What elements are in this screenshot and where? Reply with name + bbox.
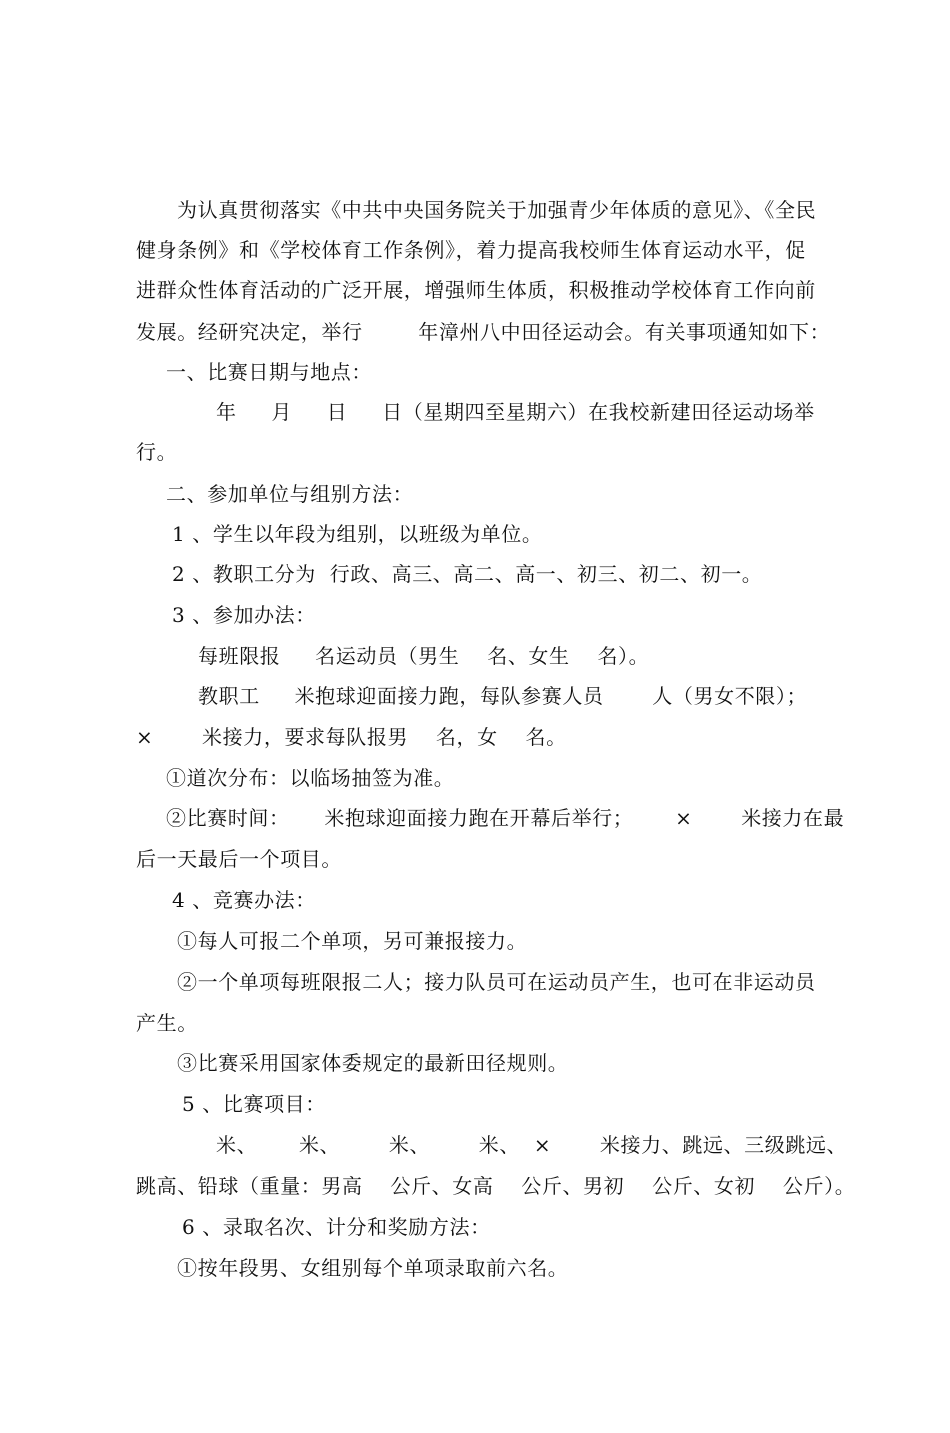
intro-line-3: 进群众性体育活动的广泛开展，增强师生体质，积极推动学校体育工作向前	[136, 278, 816, 302]
item3-line-2: 教职工 米抱球迎面接力跑，每队参赛人员 人（男女不限）；	[198, 684, 808, 708]
section1-heading: 一、比赛日期与地点：	[166, 360, 372, 384]
item3-line-3: × 米接力，要求每队报男 名，女 名。	[136, 725, 567, 749]
section2-item2: 2 、教职工分为 行政、高三、高二、高一、初三、初二、初一。	[172, 562, 763, 586]
section2-heading: 二、参加单位与组别方法：	[166, 482, 414, 506]
item3-line-5: ②比赛时间： 米抱球迎面接力跑在开幕后举行； × 米接力在最	[166, 806, 845, 830]
item3-line-4: ①道次分布：以临场抽签为准。	[166, 766, 455, 790]
item3-line-6: 后一天最后一个项目。	[136, 847, 342, 871]
section2-item4-heading: 4 、竞赛办法：	[172, 888, 316, 912]
section2-item5-heading: 5 、比赛项目：	[182, 1092, 326, 1116]
item4-line-1: ①每人可报二个单项，另可兼报接力。	[177, 929, 528, 953]
item4-line-2: ②一个单项每班限报二人；接力队员可在运动员产生，也可在非运动员	[177, 970, 816, 994]
section2-item3-heading: 3 、参加办法：	[172, 603, 316, 627]
item3-line-1: 每班限报 名运动员（男生 名、女生 名）。	[198, 644, 650, 668]
intro-line-4: 发展。经研究决定，举行 年漳州八中田径运动会。有关事项通知如下：	[136, 320, 831, 344]
intro-line-1: 为认真贯彻落实《中共中央国务院关于加强青少年体质的意见》、《全民	[177, 198, 817, 222]
item4-line-3: 产生。	[136, 1011, 198, 1035]
section2-item6-heading: 6 、录取名次、计分和奖励方法：	[182, 1215, 491, 1239]
item4-line-4: ③比赛采用国家体委规定的最新田径规则。	[177, 1051, 569, 1075]
section1-line-1: 年 月 日 日（星期四至星期六）在我校新建田径运动场举	[216, 400, 815, 424]
section2-item1: 1 、学生以年段为组别，以班级为单位。	[172, 522, 543, 546]
item5-line-2: 跳高、铅球（重量：男高 公斤、女高 公斤、男初 公斤、女初 公斤）。	[136, 1174, 856, 1198]
item5-line-1: 米、 米、 米、 米、 × 米接力、跳远、三级跳远、	[216, 1133, 848, 1157]
item6-line-1: ①按年段男、女组别每个单项录取前六名。	[177, 1256, 569, 1280]
section1-line-2: 行。	[136, 440, 178, 464]
intro-line-2: 健身条例》和《学校体育工作条例》，着力提高我校师生体育运动水平，促	[136, 238, 806, 262]
